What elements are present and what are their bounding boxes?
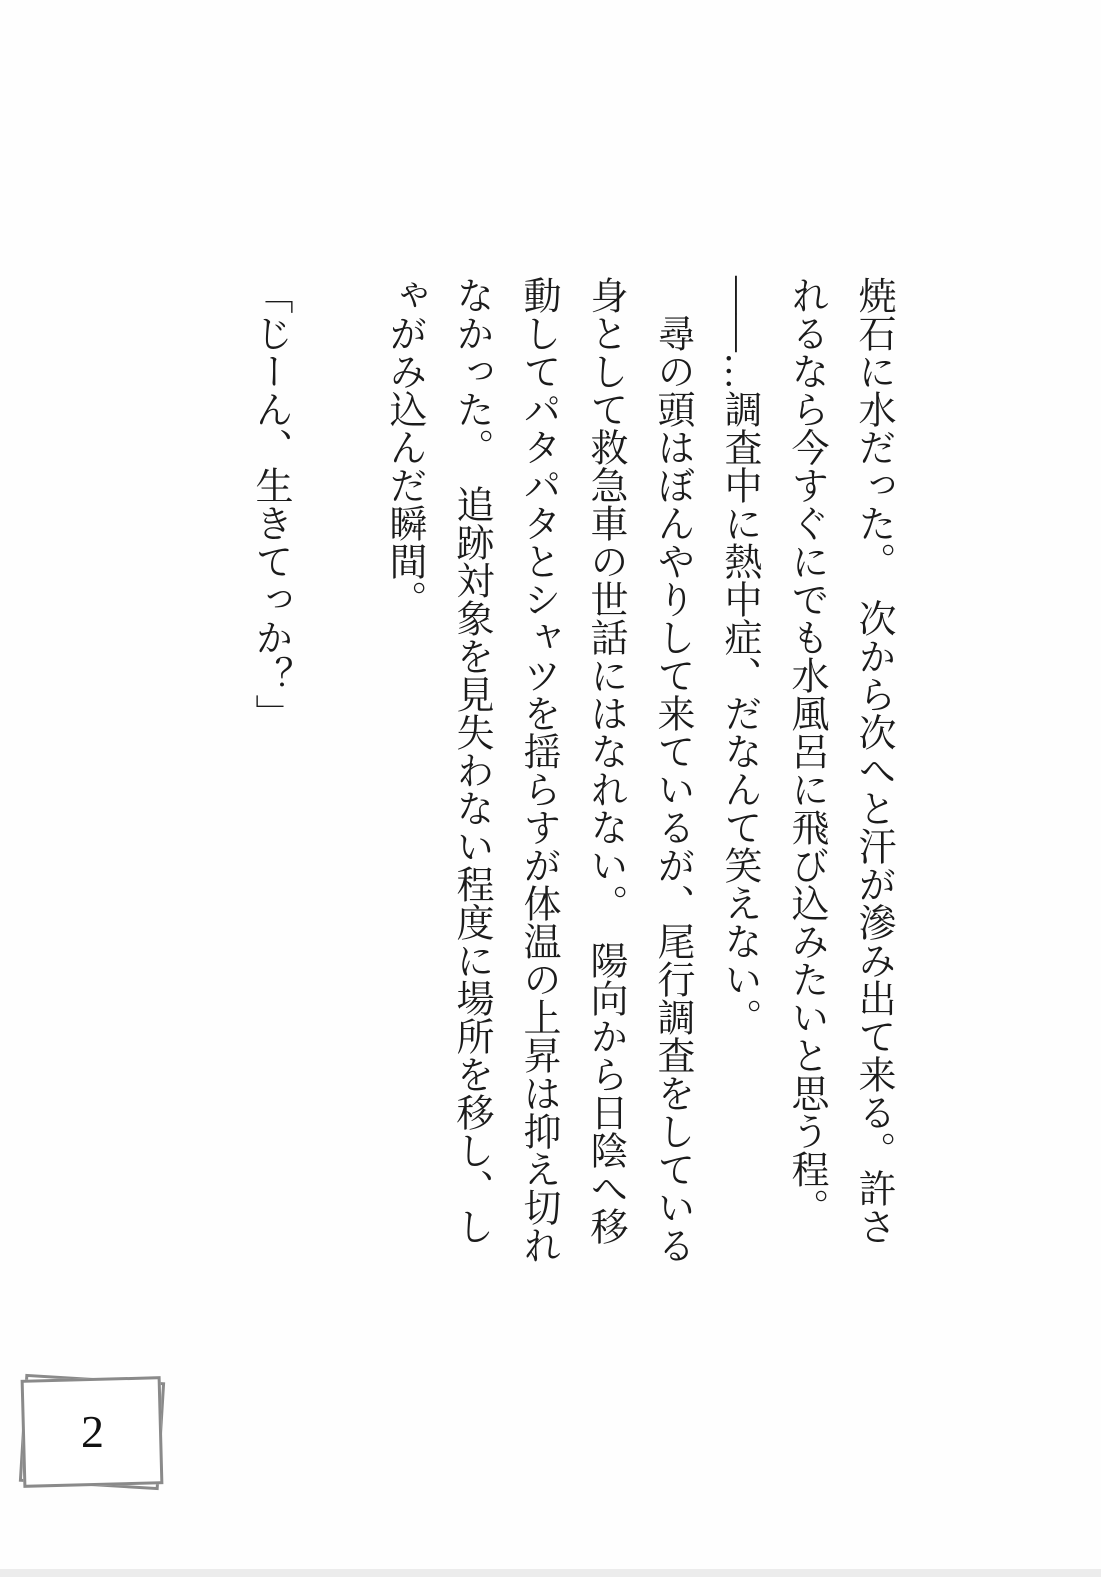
novel-text-block [236, 276, 906, 1264]
page-sheet-front [21, 1376, 164, 1488]
page-stack-icon [22, 1378, 162, 1486]
paragraph: 焼石に水だった。 次から次へと汗が滲み出て来る。許されるなら今すぐにでも水風呂に飛び込みたいと思う程。 [785, 276, 894, 1245]
paragraph: 「じーん、生きてっか？」 [249, 276, 291, 732]
reader-progress-track[interactable] [0, 1569, 1101, 1577]
paragraph [303, 276, 370, 1264]
paragraph: 尋の頭はぼんやりして来ているが、尾行調査をしている身として救急車の世話にはなれない。 陽向から日陰へ移動してパタパタとシャツを揺らすが体温の上昇は抑え切れなかった。 追跡対象を見失わない程度に場所を移し、しゃがみ込んだ瞬間。 [383, 276, 693, 1264]
paragraph: ――…調査中に熱中症、だなんて笑えない。 [718, 276, 760, 1036]
page-number: 2 [80, 1406, 104, 1457]
